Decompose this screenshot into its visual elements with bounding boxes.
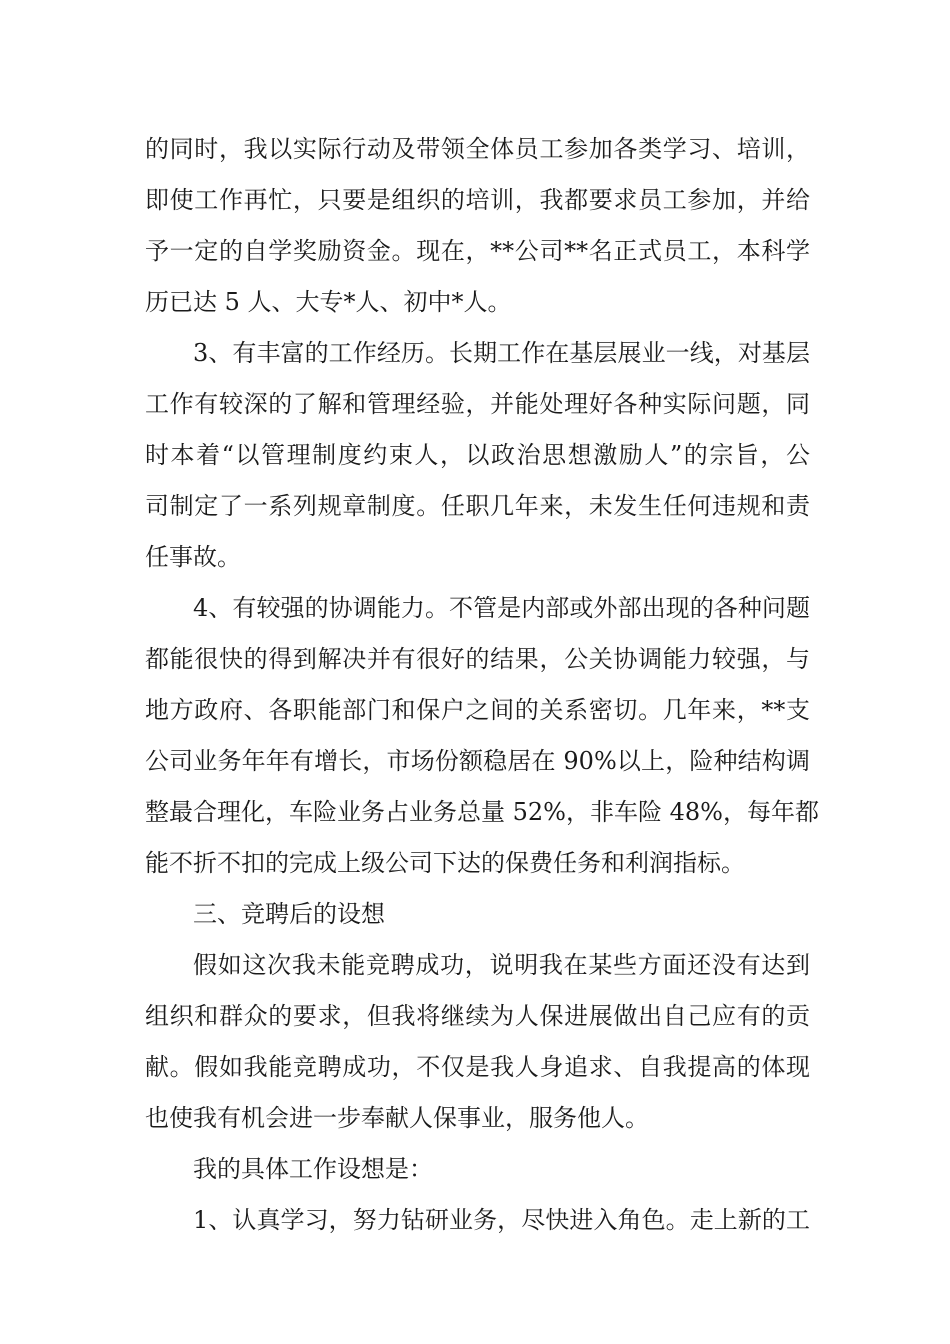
- paragraph-line: 工作有较深的了解和管理经验，并能处理好各种实际问题，同: [145, 390, 810, 418]
- paragraph-line: 整最合理化，车险业务占业务总量 52%，非车险 48%，每年都: [145, 798, 819, 826]
- paragraph-line: 即使工作再忙，只要是组织的培训，我都要求员工参加，并给: [145, 186, 810, 214]
- paragraph-line: 4、有较强的协调能力。不管是内部或外部出现的各种问题: [193, 594, 810, 622]
- paragraph-line: 予一定的自学奖励资金。现在，**公司**名正式员工，本科学: [145, 237, 810, 265]
- paragraph-line: 历已达 5 人、大专*人、初中*人。: [145, 288, 512, 316]
- paragraph-line: 假如这次我未能竞聘成功，说明我在某些方面还没有达到: [193, 951, 810, 979]
- paragraph-line: 献。假如我能竞聘成功，不仅是我人身追求、自我提高的体现: [145, 1053, 810, 1081]
- paragraph-line: 时本着“以管理制度约束人，以政治思想激励人”的宗旨，公: [145, 441, 810, 469]
- paragraph-line: 地方政府、各职能部门和保户之间的关系密切。几年来，**支: [145, 696, 810, 724]
- paragraph-line: 公司业务年年有增长，市场份额稳居在 90%以上，险种结构调: [145, 747, 810, 775]
- paragraph-line: 1、认真学习，努力钻研业务，尽快进入角色。走上新的工: [193, 1206, 810, 1234]
- paragraph-line: 组织和群众的要求，但我将继续为人保进展做出自己应有的贡: [145, 1002, 810, 1030]
- paragraph-line: 能不折不扣的完成上级公司下达的保费任务和利润指标。: [145, 849, 745, 877]
- paragraph-line: 司制定了一系列规章制度。任职几年来，未发生任何违规和责: [145, 492, 810, 520]
- paragraph-line: 任事故。: [145, 543, 241, 571]
- paragraph-line: 的同时，我以实际行动及带领全体员工参加各类学习、培训，: [145, 135, 810, 163]
- section-heading: 三、竞聘后的设想: [193, 900, 385, 928]
- paragraph-line: 都能很快的得到解决并有很好的结果，公关协调能力较强，与: [145, 645, 810, 673]
- paragraph-line: 3、有丰富的工作经历。长期工作在基层展业一线，对基层: [193, 339, 810, 367]
- paragraph-line: 我的具体工作设想是：: [193, 1155, 433, 1183]
- paragraph-line: 也使我有机会进一步奉献人保事业，服务他人。: [145, 1104, 649, 1132]
